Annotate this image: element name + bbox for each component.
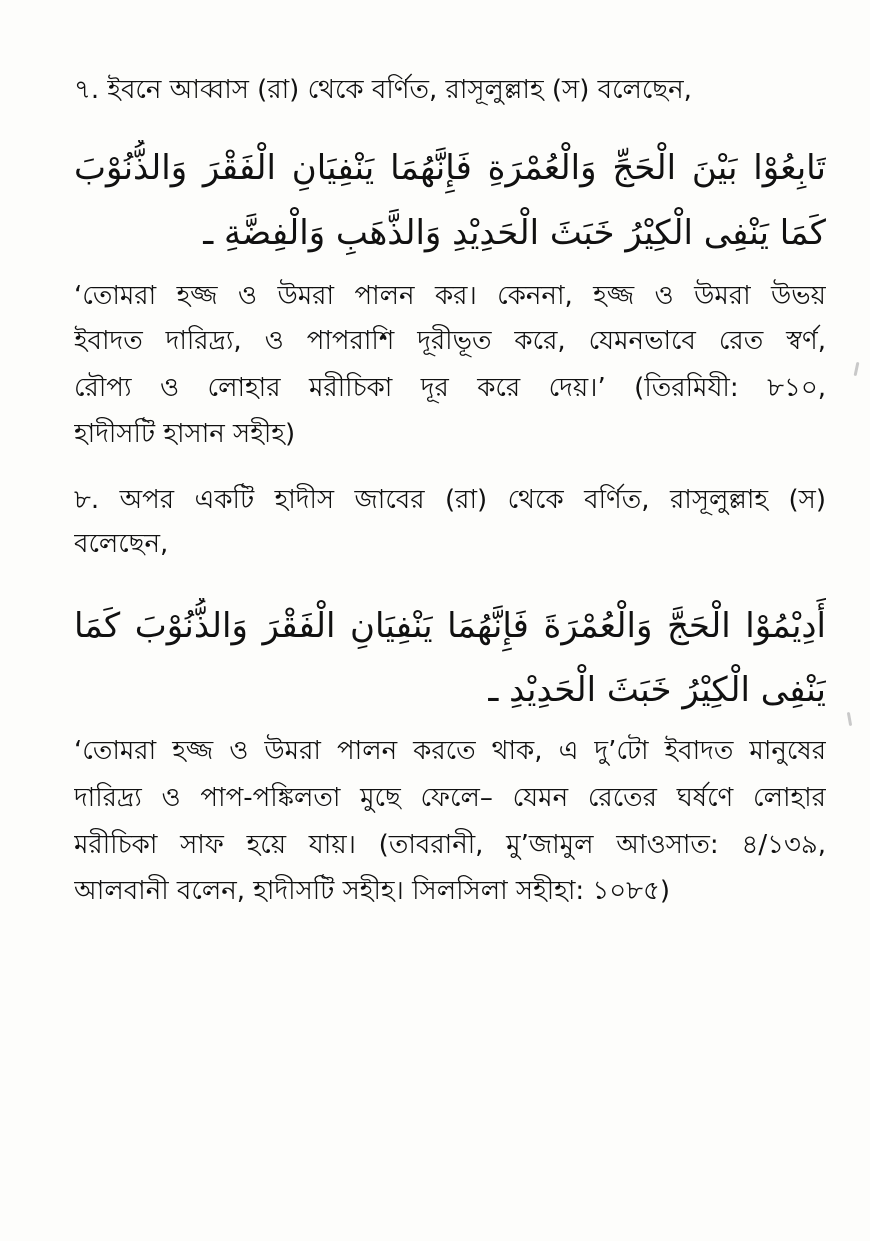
hadith-8-heading-line-1: ৮. অপর একটি হাদীস জাবের (রা) থেকে বর্ণিত, রাসূলুল্লাহ (স) [74,485,826,515]
hadith-7-translation-line-3: রৌপ্য ও লোহার মরীচিকা দূর করে দেয়।’ (তিরমিযী: ৮১০, [74,373,826,403]
hadith-7-translation-line-4: হাদীসটি হাসান সহীহ) [74,419,296,449]
hadith-7-arabic-line-2: كَمَا يَنْفِى الْكِيْرُ خَبَثَ الْحَدِيْدِ وَالذَّهَبِ وَالْفِضَّةِ ـ [203,213,826,253]
hadith-8-translation-line-1: ‘তোমরা হজ্জ ও উমরা পালন করতে থাক, এ দু’টো ইবাদত মানুষের [74,736,826,766]
scan-speck [847,712,852,726]
hadith-8-arabic-line-1: أَدِيْمُوْا الْحَجَّ وَالْعُمْرَةَ فَإِنَّهُمَا يَنْفِيَانِ الْفَقْرَ وَالذُّنُوْبَ كَمَا [74,606,826,646]
hadith-7-heading: ৭. ইবনে আব্বাস (রা) থেকে বর্ণিত, রাসূলুল্লাহ (স) বলেছেন, [74,75,692,105]
hadith-8-translation-line-4: আলবানী বলেন, হাদীসটি সহীহ। সিলসিলা সহীহা: ১০৮৫) [74,876,671,906]
hadith-8-translation-line-3: মরীচিকা সাফ হয়ে যায়। (তাবরানী, মু’জামুল আওসাত: ৪/১৩৯, [74,830,826,860]
scan-speck [854,362,860,376]
hadith-7-arabic-line-1: تَابِعُوْا بَيْنَ الْحَجِّ وَالْعُمْرَةِ فَإِنَّهُمَا يَنْفِيَانِ الْفَقْرَ وَالذُّنُوْبَ [74,148,826,188]
hadith-7-translation-line-1: ‘তোমরা হজ্জ ও উমরা পালন কর। কেননা, হজ্জ ও উমরা উভয় [74,281,826,311]
hadith-8-arabic-line-2: يَنْفِى الْكِيْرُ خَبَثَ الْحَدِيْدِ ـ [488,670,826,710]
hadith-7-translation-line-2: ইবাদত দারিদ্র্য, ও পাপরাশি দূরীভূত করে, যেমনভাবে রেত স্বর্ণ, [74,326,826,356]
hadith-8-heading-line-2: বলেছেন, [74,529,169,559]
hadith-8-translation-line-2: দারিদ্র্য ও পাপ-পঙ্কিলতা মুছে ফেলে– যেমন রেতের ঘর্ষণে লোহার [74,783,826,813]
